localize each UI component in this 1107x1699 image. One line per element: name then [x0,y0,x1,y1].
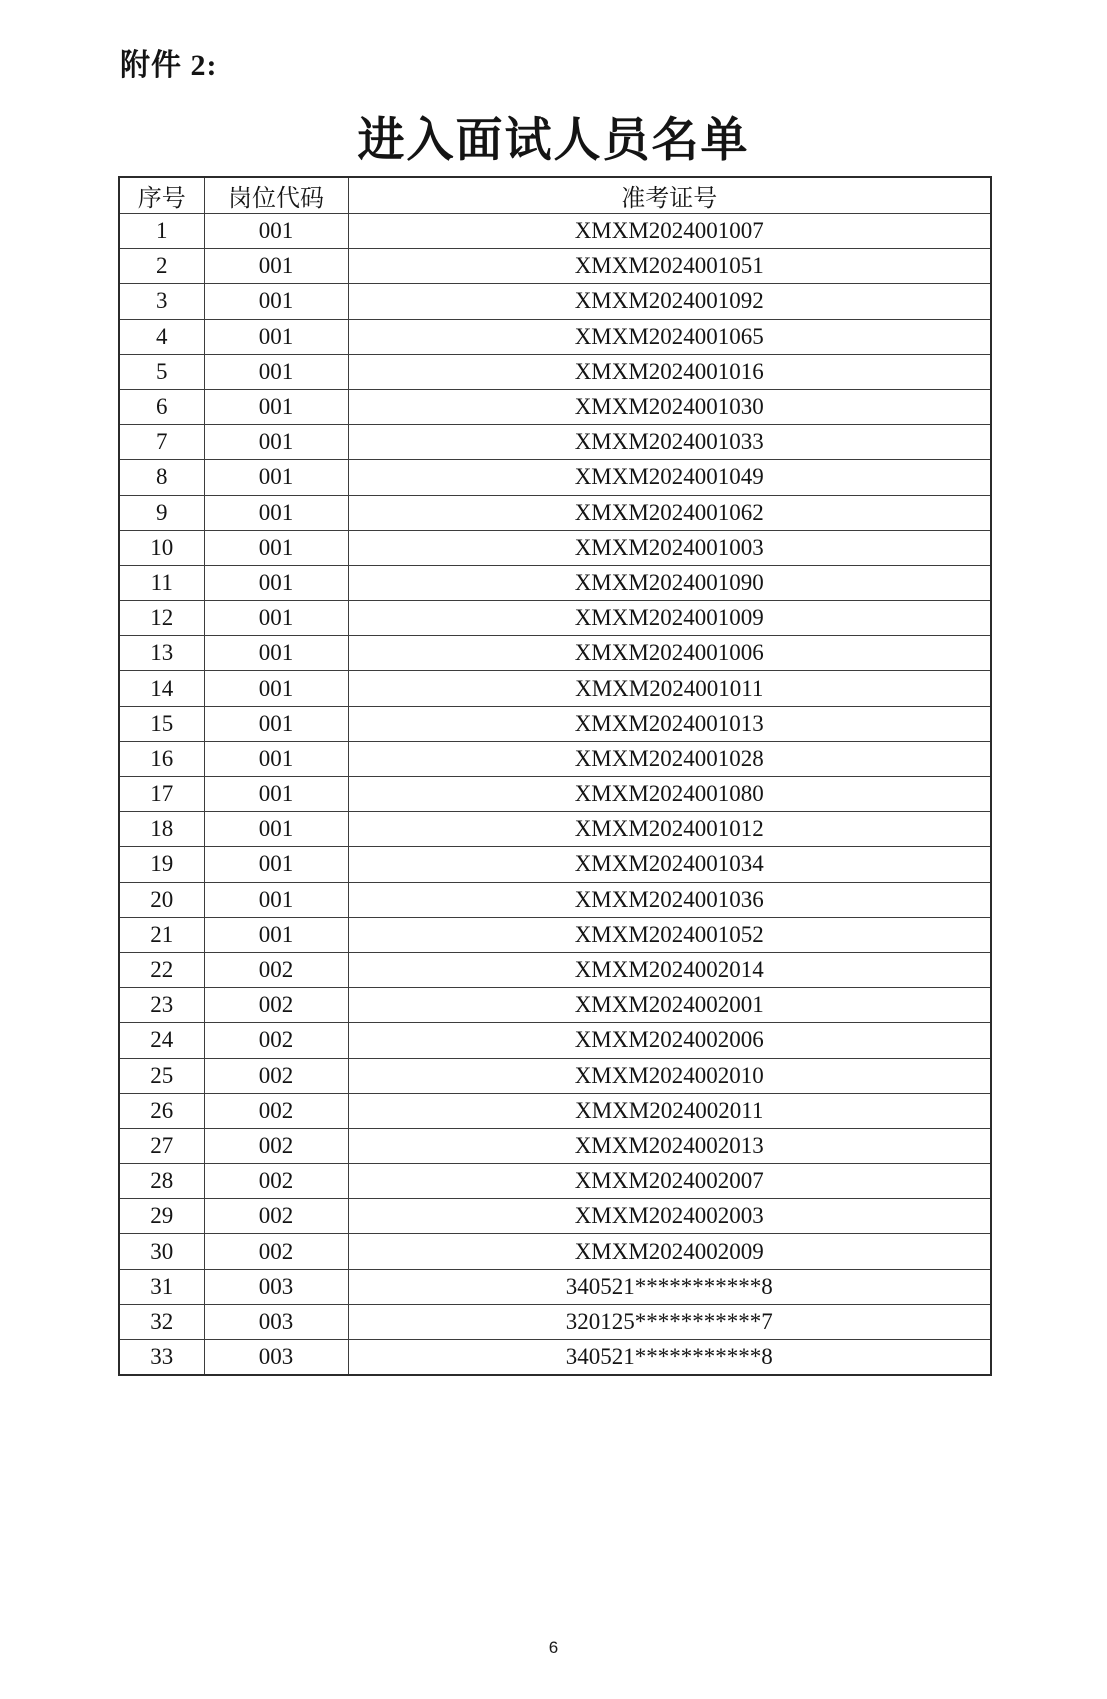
cell-position-code: 002 [204,1164,348,1199]
cell-admission-ticket-number: XMXM2024001092 [348,284,991,319]
cell-serial-number: 11 [119,565,204,600]
cell-serial-number: 6 [119,389,204,424]
table-row [119,565,991,600]
table-row [119,284,991,319]
cell-position-code: 002 [204,952,348,987]
cell-serial-number: 27 [119,1128,204,1163]
cell-serial-number: 10 [119,530,204,565]
cell-admission-ticket-number: XMXM2024002009 [348,1234,991,1269]
table-row [119,1234,991,1269]
cell-position-code: 001 [204,565,348,600]
cell-admission-ticket-number: XMXM2024001012 [348,812,991,847]
cell-position-code: 001 [204,319,348,354]
cell-serial-number: 12 [119,601,204,636]
cell-admission-ticket-number: XMXM2024001011 [348,671,991,706]
cell-serial-number: 28 [119,1164,204,1199]
cell-position-code: 003 [204,1269,348,1304]
cell-position-code: 001 [204,777,348,812]
cell-serial-number: 20 [119,882,204,917]
cell-serial-number: 30 [119,1234,204,1269]
cell-admission-ticket-number: XMXM2024001036 [348,882,991,917]
table-row [119,1269,991,1304]
table-body [119,214,991,1376]
cell-admission-ticket-number: 340521***********8 [348,1269,991,1304]
table-header-row [119,177,991,214]
cell-admission-ticket-number: XMXM2024002010 [348,1058,991,1093]
cell-serial-number: 22 [119,952,204,987]
cell-position-code: 001 [204,706,348,741]
cell-serial-number: 1 [119,214,204,249]
table-row [119,1093,991,1128]
attachment-label: 附件 2: [120,49,218,82]
cell-admission-ticket-number: XMXM2024001013 [348,706,991,741]
cell-admission-ticket-number: XMXM2024002001 [348,988,991,1023]
cell-position-code: 001 [204,847,348,882]
cell-serial-number: 8 [119,460,204,495]
table-row [119,1340,991,1376]
table-row [119,319,991,354]
table-row [119,952,991,987]
cell-admission-ticket-number: XMXM2024001006 [348,636,991,671]
table-header [119,177,991,214]
cell-admission-ticket-number: XMXM2024001034 [348,847,991,882]
cell-admission-ticket-number: XMXM2024001028 [348,741,991,776]
table-row [119,1058,991,1093]
cell-position-code: 001 [204,741,348,776]
table-row [119,601,991,636]
cell-serial-number: 21 [119,917,204,952]
cell-admission-ticket-number: XMXM2024001030 [348,389,991,424]
cell-position-code: 003 [204,1340,348,1376]
table-row [119,988,991,1023]
cell-serial-number: 33 [119,1340,204,1376]
table-row [119,354,991,389]
table-row [119,847,991,882]
cell-position-code: 002 [204,1093,348,1128]
cell-admission-ticket-number: XMXM2024001052 [348,917,991,952]
table-row [119,495,991,530]
cell-serial-number: 3 [119,284,204,319]
cell-position-code: 002 [204,1199,348,1234]
cell-serial-number: 23 [119,988,204,1023]
cell-serial-number: 18 [119,812,204,847]
cell-position-code: 003 [204,1304,348,1339]
cell-serial-number: 2 [119,249,204,284]
table-row [119,1304,991,1339]
cell-serial-number: 19 [119,847,204,882]
cell-admission-ticket-number: XMXM2024001033 [348,425,991,460]
table-row [119,1164,991,1199]
cell-admission-ticket-number: XMXM2024001080 [348,777,991,812]
cell-admission-ticket-number: XMXM2024001007 [348,214,991,249]
column-header-serial-number: 序号 [119,177,204,214]
cell-position-code: 001 [204,389,348,424]
cell-serial-number: 31 [119,1269,204,1304]
cell-admission-ticket-number: 320125***********7 [348,1304,991,1339]
table-row [119,812,991,847]
page-number: 6 [548,1638,559,1657]
cell-admission-ticket-number: XMXM2024001062 [348,495,991,530]
cell-position-code: 001 [204,812,348,847]
table-row [119,636,991,671]
table-row [119,882,991,917]
table-row [119,1023,991,1058]
table-row [119,1199,991,1234]
cell-serial-number: 17 [119,777,204,812]
table-row [119,530,991,565]
table-row [119,214,991,249]
table-row [119,917,991,952]
cell-serial-number: 15 [119,706,204,741]
column-header-position-code: 岗位代码 [204,177,348,214]
table-row [119,777,991,812]
cell-position-code: 002 [204,1128,348,1163]
cell-position-code: 002 [204,988,348,1023]
cell-admission-ticket-number: XMXM2024001003 [348,530,991,565]
cell-position-code: 001 [204,671,348,706]
cell-admission-ticket-number: XMXM2024002013 [348,1128,991,1163]
table-row [119,671,991,706]
cell-admission-ticket-number: XMXM2024001051 [348,249,991,284]
table-row [119,249,991,284]
table-row [119,425,991,460]
cell-position-code: 001 [204,882,348,917]
cell-position-code: 001 [204,354,348,389]
cell-serial-number: 16 [119,741,204,776]
cell-serial-number: 29 [119,1199,204,1234]
cell-admission-ticket-number: XMXM2024002007 [348,1164,991,1199]
cell-serial-number: 32 [119,1304,204,1339]
cell-position-code: 002 [204,1058,348,1093]
cell-position-code: 001 [204,460,348,495]
cell-serial-number: 7 [119,425,204,460]
table-row [119,1128,991,1163]
cell-admission-ticket-number: XMXM2024001016 [348,354,991,389]
cell-admission-ticket-number: XMXM2024002014 [348,952,991,987]
cell-position-code: 001 [204,214,348,249]
cell-admission-ticket-number: XMXM2024002011 [348,1093,991,1128]
cell-serial-number: 9 [119,495,204,530]
interview-list-table [118,176,992,1376]
cell-position-code: 002 [204,1234,348,1269]
cell-serial-number: 5 [119,354,204,389]
cell-admission-ticket-number: XMXM2024001049 [348,460,991,495]
table-row [119,460,991,495]
cell-position-code: 001 [204,425,348,460]
cell-admission-ticket-number: 340521***********8 [348,1340,991,1376]
cell-position-code: 001 [204,636,348,671]
cell-position-code: 001 [204,249,348,284]
cell-admission-ticket-number: XMXM2024001065 [348,319,991,354]
column-header-admission-ticket-number: 准考证号 [348,177,991,214]
cell-serial-number: 13 [119,636,204,671]
table-row [119,389,991,424]
cell-serial-number: 4 [119,319,204,354]
cell-serial-number: 25 [119,1058,204,1093]
cell-serial-number: 24 [119,1023,204,1058]
cell-serial-number: 14 [119,671,204,706]
page-title: 进入面试人员名单 [357,115,750,167]
table-row [119,741,991,776]
cell-position-code: 001 [204,495,348,530]
cell-serial-number: 26 [119,1093,204,1128]
cell-position-code: 002 [204,1023,348,1058]
cell-position-code: 001 [204,530,348,565]
cell-admission-ticket-number: XMXM2024002003 [348,1199,991,1234]
cell-position-code: 001 [204,601,348,636]
cell-admission-ticket-number: XMXM2024002006 [348,1023,991,1058]
cell-position-code: 001 [204,284,348,319]
cell-admission-ticket-number: XMXM2024001009 [348,601,991,636]
cell-position-code: 001 [204,917,348,952]
cell-admission-ticket-number: XMXM2024001090 [348,565,991,600]
table-row [119,706,991,741]
